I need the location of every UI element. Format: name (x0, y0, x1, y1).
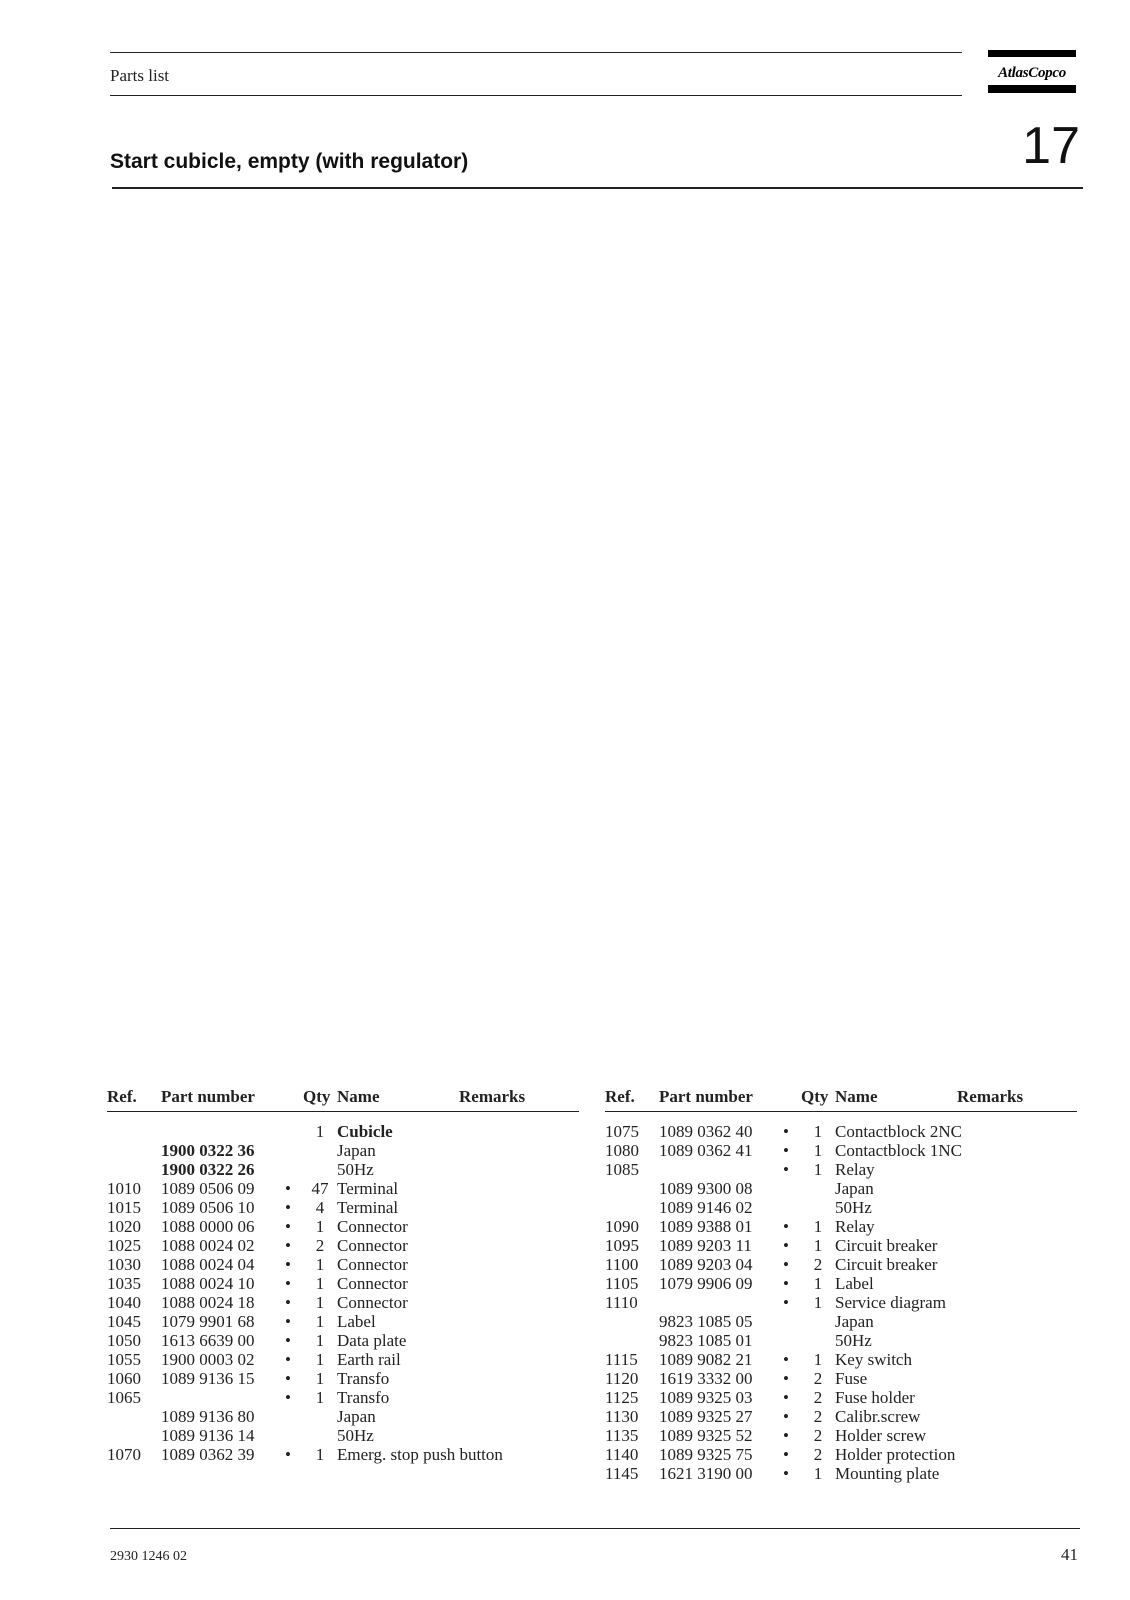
cell-dot: • (285, 1293, 291, 1312)
cell-dot (783, 1312, 801, 1331)
cell-part-number (161, 1388, 285, 1407)
table-row (605, 1350, 1077, 1369)
cell-qty: 1 (315, 1369, 325, 1388)
table-header-row (107, 1087, 579, 1112)
title-rule (112, 187, 1083, 189)
table-row (107, 1112, 579, 1142)
page-number: 41 (1061, 1545, 1078, 1564)
cell-qty (303, 1426, 337, 1445)
cell-name: Connector (337, 1255, 408, 1274)
table-row (107, 1407, 579, 1426)
cell-dot: • (783, 1122, 789, 1141)
cell-ref (107, 1426, 161, 1445)
cell-part-number: 1089 9082 21 (659, 1350, 753, 1369)
footer-rule (110, 1528, 1080, 1529)
cell-name: Service diagram (835, 1293, 946, 1312)
cell-dot: • (285, 1312, 291, 1331)
cell-qty: 1 (315, 1255, 325, 1274)
cell-dot: • (783, 1255, 789, 1274)
cell-part-number: 1089 9203 11 (659, 1236, 752, 1255)
cell-ref: 1040 (107, 1293, 141, 1312)
cell-part-number: 9823 1085 01 (659, 1331, 753, 1350)
cell-dot: • (285, 1331, 291, 1350)
cell-part-number: 1088 0024 10 (161, 1274, 255, 1293)
table-row (107, 1198, 579, 1217)
table-row (605, 1445, 1077, 1464)
table-row (605, 1179, 1077, 1198)
cell-name: Fuse (835, 1369, 868, 1388)
cell-name: Relay (835, 1160, 875, 1179)
col-name-header (835, 1087, 957, 1112)
cell-qty: 1 (813, 1350, 823, 1369)
cell-qty (303, 1141, 337, 1160)
table-row (605, 1160, 1077, 1179)
table-row (107, 1350, 579, 1369)
cell-qty: 1 (813, 1141, 823, 1160)
cell-name: Relay (835, 1217, 875, 1236)
cell-dot (783, 1198, 801, 1217)
cell-qty: 1 (315, 1217, 325, 1236)
cell-part-number: 1089 9146 02 (659, 1198, 753, 1217)
cell-ref (107, 1160, 161, 1179)
cell-name: Connector (337, 1293, 408, 1312)
cell-qty: 1 (813, 1464, 823, 1483)
cell-ref: 1030 (107, 1255, 141, 1274)
cell-part-number: 1079 9901 68 (161, 1312, 255, 1331)
table-row (605, 1407, 1077, 1426)
cell-name: Connector (337, 1217, 408, 1236)
cell-dot: • (285, 1350, 291, 1369)
table-row (605, 1331, 1077, 1350)
cell-ref: 1100 (605, 1255, 639, 1274)
cell-ref (107, 1407, 161, 1426)
col-ref-header: Ref. (107, 1087, 161, 1112)
cell-ref: 1095 (605, 1236, 639, 1255)
cell-part-number: 1089 9325 27 (659, 1407, 753, 1426)
cell-dot: • (783, 1350, 789, 1369)
cell-name: Data plate (337, 1331, 407, 1350)
cell-ref: 1115 (605, 1350, 638, 1369)
cell-qty: 1 (813, 1160, 823, 1179)
cell-part-number: 1621 3190 00 (659, 1464, 753, 1483)
table-row (107, 1388, 579, 1407)
cell-ref: 1035 (107, 1274, 141, 1293)
cell-ref: 1060 (107, 1369, 141, 1388)
cell-ref: 1085 (605, 1160, 639, 1179)
cell-name: 50Hz (835, 1331, 872, 1350)
cell-dot: • (285, 1369, 291, 1388)
cell-name: Japan (835, 1312, 874, 1331)
col-dot-header (285, 1087, 303, 1112)
cell-dot: • (783, 1236, 789, 1255)
cell-ref: 1125 (605, 1388, 639, 1407)
cell-qty: 2 (813, 1445, 823, 1464)
cell-qty: 2 (813, 1369, 823, 1388)
cell-qty: 2 (813, 1407, 823, 1426)
cell-name: Label (337, 1312, 376, 1331)
cell-ref: 1090 (605, 1217, 639, 1236)
cell-ref: 1120 (605, 1369, 639, 1388)
parts-table-left-body (107, 1112, 579, 1465)
table-header-row (605, 1087, 1077, 1112)
cell-part-number: 1089 9325 03 (659, 1388, 753, 1407)
cell-qty (801, 1331, 835, 1350)
parts-table-right-body (605, 1112, 1077, 1484)
table-row (605, 1198, 1077, 1217)
cell-ref: 1105 (605, 1274, 639, 1293)
cell-dot: • (783, 1407, 789, 1426)
cell-ref: 1145 (605, 1464, 639, 1483)
cell-part-number: 1089 9136 15 (161, 1369, 255, 1388)
cell-ref: 1055 (107, 1350, 141, 1369)
cell-name: Fuse holder (835, 1388, 915, 1407)
cell-name: Cubicle (337, 1122, 393, 1141)
col-qty-header: Qty (801, 1087, 835, 1112)
cell-name: Earth rail (337, 1350, 401, 1369)
cell-name: Japan (337, 1141, 376, 1160)
cell-part-number: 9823 1085 05 (659, 1312, 753, 1331)
cell-part-number: 1088 0000 06 (161, 1217, 255, 1236)
cell-name: Key switch (835, 1350, 912, 1369)
cell-dot (285, 1407, 303, 1426)
col-part-number-header: Part number (161, 1087, 285, 1112)
table-row (605, 1255, 1077, 1274)
cell-name: Mounting plate (835, 1464, 940, 1483)
cell-part-number (161, 1112, 285, 1142)
cell-ref: 1050 (107, 1331, 141, 1350)
col-dot-header (783, 1087, 801, 1112)
cell-part-number: 1089 0506 10 (161, 1198, 255, 1217)
cell-part-number: 1613 6639 00 (161, 1331, 255, 1350)
cell-ref: 1010 (107, 1179, 141, 1198)
cell-name: Circuit breaker (835, 1236, 938, 1255)
cell-dot: • (783, 1274, 789, 1293)
cell-qty: 1 (813, 1217, 823, 1236)
cell-name: Transfo (337, 1369, 390, 1388)
table-row (605, 1426, 1077, 1445)
col-qty-header: Qty (303, 1087, 337, 1112)
document-number: 2930 1246 02 (110, 1549, 187, 1564)
cell-qty: 1 (315, 1331, 325, 1350)
header-bottom-rule (110, 95, 962, 96)
cell-part-number: 1900 0322 36 (161, 1141, 255, 1160)
cell-part-number (659, 1160, 783, 1179)
svg-text:AtlasCopco: AtlasCopco (998, 65, 1066, 81)
cell-ref (107, 1141, 161, 1160)
cell-name: Label (835, 1274, 874, 1293)
table-row (605, 1217, 1077, 1236)
cell-qty: 1 (813, 1293, 823, 1312)
cell-part-number: 1089 9325 52 (659, 1426, 753, 1445)
cell-dot (783, 1331, 801, 1350)
table-row (605, 1369, 1077, 1388)
cell-name: Terminal (337, 1198, 399, 1217)
cell-dot: • (783, 1141, 789, 1160)
cell-qty: 1 (315, 1445, 325, 1464)
cell-name: Connector (337, 1236, 408, 1255)
table-row (107, 1445, 579, 1464)
cell-ref: 1065 (107, 1388, 141, 1407)
col-part-number-header: Part number (659, 1087, 783, 1112)
cell-dot: • (783, 1293, 789, 1312)
col-name-header (337, 1087, 459, 1112)
cell-name: Contactblock 1NC (835, 1141, 963, 1160)
cell-dot: • (285, 1179, 291, 1198)
table-row (107, 1312, 579, 1331)
cell-name: 50Hz (337, 1160, 374, 1179)
cell-name: Calibr.screw (835, 1407, 921, 1426)
cell-ref: 1015 (107, 1198, 141, 1217)
section-number: 17 (1022, 117, 1080, 175)
cell-name: Japan (337, 1407, 376, 1426)
cell-ref: 1070 (107, 1445, 141, 1464)
cell-name: Terminal (337, 1179, 399, 1198)
cell-ref (605, 1312, 659, 1331)
cell-ref: 1130 (605, 1407, 639, 1426)
atlas-copco-logo (988, 50, 1076, 94)
cell-qty (801, 1312, 835, 1331)
cell-dot: • (285, 1445, 291, 1464)
cell-dot (783, 1179, 801, 1198)
table-row (107, 1369, 579, 1388)
table-row (605, 1388, 1077, 1407)
cell-part-number: 1619 3332 00 (659, 1369, 753, 1388)
cell-qty: 1 (813, 1122, 823, 1141)
cell-qty: 1 (315, 1388, 325, 1407)
cell-qty: 2 (813, 1388, 823, 1407)
cell-qty: 1 (813, 1274, 823, 1293)
cell-name: Japan (835, 1179, 874, 1198)
cell-qty: 2 (813, 1255, 823, 1274)
table-row (107, 1274, 579, 1293)
cell-part-number: 1089 0506 09 (161, 1179, 255, 1198)
col-remarks-header: Remarks (459, 1087, 579, 1112)
cell-ref (605, 1198, 659, 1217)
cell-qty: 4 (315, 1198, 325, 1217)
table-row (107, 1217, 579, 1236)
cell-part-number: 1089 9136 80 (161, 1407, 255, 1426)
table-row (107, 1141, 579, 1160)
cell-part-number: 1089 0362 41 (659, 1141, 753, 1160)
table-row (605, 1293, 1077, 1312)
cell-dot: • (783, 1217, 789, 1236)
cell-dot: • (783, 1445, 789, 1464)
cell-dot: • (285, 1236, 291, 1255)
cell-part-number: 1089 0362 39 (161, 1445, 255, 1464)
cell-dot (285, 1141, 303, 1160)
cell-ref: 1045 (107, 1312, 141, 1331)
table-row (605, 1274, 1077, 1293)
cell-part-number: 1900 0322 26 (161, 1160, 255, 1179)
cell-qty: 1 (315, 1312, 325, 1331)
cell-part-number: 1089 9325 75 (659, 1445, 753, 1464)
cell-qty: 1 (315, 1293, 325, 1312)
table-row (107, 1293, 579, 1312)
cell-ref: 1020 (107, 1217, 141, 1236)
cell-dot: • (285, 1198, 291, 1217)
cell-name: Holder protection (835, 1445, 956, 1464)
cell-dot: • (783, 1464, 789, 1483)
table-row (605, 1312, 1077, 1331)
cell-dot: • (783, 1369, 789, 1388)
cell-ref: 1135 (605, 1426, 639, 1445)
cell-part-number: 1089 9203 04 (659, 1255, 753, 1274)
cell-part-number: 1088 0024 18 (161, 1293, 255, 1312)
cell-qty (801, 1198, 835, 1217)
table-row (107, 1331, 579, 1350)
cell-name: 50Hz (337, 1426, 374, 1445)
page-title: Start cubicle, empty (with regulator) (110, 150, 469, 173)
cell-ref: 1075 (605, 1122, 639, 1141)
table-row (107, 1236, 579, 1255)
cell-dot: • (783, 1160, 789, 1179)
parts-table-right (605, 1087, 1077, 1483)
cell-part-number: 1089 9388 01 (659, 1217, 753, 1236)
cell-dot: • (783, 1426, 789, 1445)
table-row (107, 1179, 579, 1198)
col-name-label: Name (835, 1087, 878, 1106)
cell-qty (303, 1160, 337, 1179)
cell-ref (107, 1112, 161, 1142)
cell-qty: 2 (315, 1236, 325, 1255)
cell-qty: 1 (315, 1274, 325, 1293)
logo-wordmark (988, 63, 1076, 86)
cell-qty (801, 1179, 835, 1198)
col-ref-header: Ref. (605, 1087, 659, 1112)
parts-table-left (107, 1087, 579, 1464)
col-remarks-header: Remarks (957, 1087, 1077, 1112)
table-row (107, 1255, 579, 1274)
cell-name: Emerg. stop push button (337, 1445, 503, 1464)
table-row (107, 1160, 579, 1179)
cell-ref: 1025 (107, 1236, 141, 1255)
col-name-label: Name (337, 1087, 380, 1106)
cell-name: Circuit breaker (835, 1255, 938, 1274)
cell-qty: 2 (813, 1426, 823, 1445)
cell-name: Contactblock 2NC (835, 1122, 963, 1141)
cell-dot: • (285, 1388, 291, 1407)
cell-part-number: 1089 9300 08 (659, 1179, 753, 1198)
cell-part-number: 1088 0024 02 (161, 1236, 255, 1255)
cell-part-number: 1079 9906 09 (659, 1274, 753, 1293)
cell-qty: 1 (315, 1350, 325, 1369)
cell-dot: • (783, 1388, 789, 1407)
table-row (605, 1236, 1077, 1255)
cell-dot (285, 1112, 303, 1142)
cell-name: Connector (337, 1274, 408, 1293)
cell-dot (285, 1426, 303, 1445)
cell-dot: • (285, 1274, 291, 1293)
cell-ref: 1140 (605, 1445, 639, 1464)
cell-ref (605, 1179, 659, 1198)
header-label: Parts list (110, 66, 170, 85)
cell-name: Transfo (337, 1388, 390, 1407)
cell-qty: 1 (315, 1122, 325, 1141)
cell-part-number (659, 1293, 783, 1312)
cell-name: Holder screw (835, 1426, 927, 1445)
cell-ref (605, 1331, 659, 1350)
cell-qty (303, 1407, 337, 1426)
cell-part-number: 1089 9136 14 (161, 1426, 255, 1445)
table-row (107, 1426, 579, 1445)
cell-ref: 1110 (605, 1293, 638, 1312)
cell-part-number: 1089 0362 40 (659, 1122, 753, 1141)
cell-qty: 1 (813, 1236, 823, 1255)
table-row (605, 1141, 1077, 1160)
cell-dot: • (285, 1217, 291, 1236)
cell-name: 50Hz (835, 1198, 872, 1217)
table-row (605, 1464, 1077, 1483)
cell-ref: 1080 (605, 1141, 639, 1160)
cell-part-number: 1900 0003 02 (161, 1350, 255, 1369)
cell-qty: 47 (311, 1179, 329, 1198)
cell-part-number: 1088 0024 04 (161, 1255, 255, 1274)
header-top-rule (110, 52, 962, 53)
cell-dot (285, 1160, 303, 1179)
table-row (605, 1112, 1077, 1142)
cell-dot: • (285, 1255, 291, 1274)
